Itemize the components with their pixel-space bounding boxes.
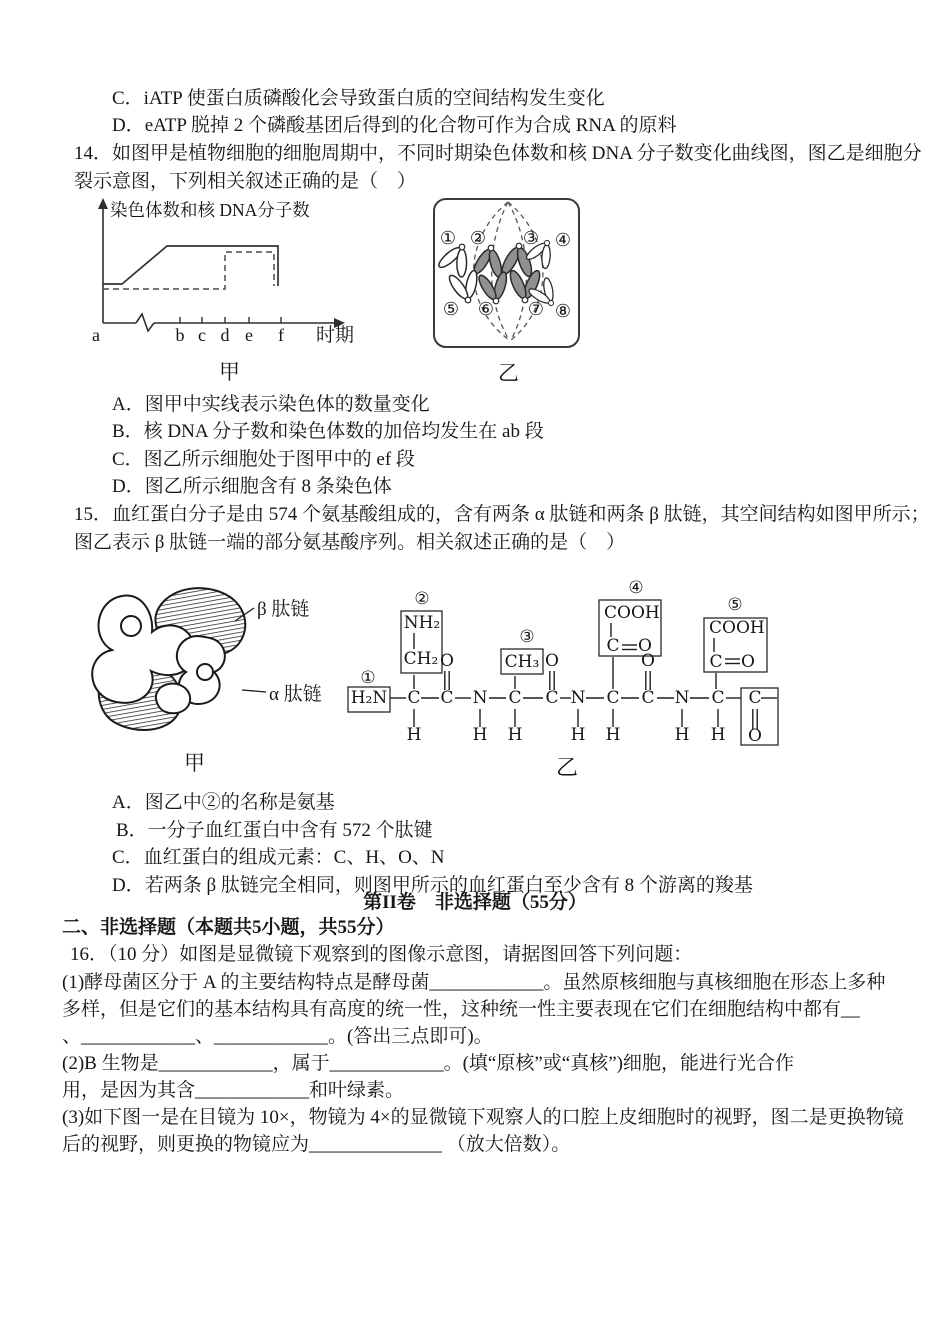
marker-1: ① [360,668,376,688]
q15-option-b: B．一分子血红蛋白中含有 572 个肽键 [116,820,433,841]
tick-b: b [175,325,185,345]
marker-5: ⑤ [727,595,743,615]
nh2-group: NH₂ [403,613,441,633]
side-chain-groups [404,603,765,672]
graph-y-label: 染色体数和核 DNA分子数 [110,200,310,220]
q16-part3-line1: (3)如下图一是在目镜为 10×，物镜为 4×的显微镜下观察人的口腔上皮细胞时的视野，图二是更换物镜 [62,1107,904,1128]
svg-text:H: H [605,725,621,745]
q15-option-a: A．图乙中②的名称是氨基 [112,792,335,813]
chromosome-label-1: ① [439,228,457,249]
ch2-group: CH₂ [403,649,439,669]
tick-e: e [245,325,253,345]
chromosome-label-7: ⑦ [527,299,545,320]
q15-stem-line2: 图乙表示 β 肽链一端的部分氨基酸序列。相关叙述正确的是（ ） [74,532,626,553]
svg-text:C: C [748,688,762,708]
q14-option-a: A．图甲中实线表示染色体的数量变化 [112,394,430,415]
tick-d: d [220,325,230,345]
q14-option-c: C．图乙所示细胞处于图甲中的 ef 段 [112,449,415,470]
q15-figure-jia-protein [92,583,327,751]
section-2-subheader: 二、非选择题（本题共5小题，共55分） [62,917,395,938]
alpha-chain-label: α 肽链 [269,684,322,705]
q14-option-d: D．图乙所示细胞含有 8 条染色体 [112,476,392,497]
chromosome-label-2: ② [469,228,487,249]
q16-part2-line1: (2)B 生物是____________，属于____________。(填“原核”或“真核”)细胞，能进行光合作 [62,1053,794,1074]
svg-text:C: C [545,688,559,708]
svg-text:O: O [638,636,652,656]
svg-text:O: O [545,651,559,671]
section-2-header: 第II卷 非选择题（55分） [363,892,587,913]
svg-text:H: H [710,725,726,745]
chromosome-label-4: ④ [554,230,572,251]
axis-break [136,314,154,331]
q14-figure-yi-cell [428,194,588,356]
side-chain-bonds [414,623,777,729]
q15-option-d: D．若两条 β 肽链完全相同，则图甲所示的血红蛋白至少含有 8 个游离的羧基 [112,875,753,896]
svg-text:H: H [570,725,586,745]
q14-stem-line2: 裂示意图，下列相关叙述正确的是（ ） [74,171,417,192]
svg-text:C: C [606,688,620,708]
cooh-group-4: COOH [604,603,660,623]
svg-text:O: O [440,651,454,671]
chromosome-label-3: ③ [522,228,540,249]
marker-4: ④ [628,578,644,598]
q16-part1-line2: 多样，但是它们的基本结构具有高度的统一性，这种统一性主要表现在它们在细胞结构中都有__ [62,999,861,1020]
svg-text:O: O [641,651,655,671]
svg-text:H: H [674,725,690,745]
group-markers [360,578,742,688]
graph-x-label: 时期 [316,325,355,346]
hydrogen-bonds [414,709,718,727]
svg-text:H: H [472,725,488,745]
svg-text:H: H [406,725,422,745]
svg-text:N: N [570,688,586,708]
marker-2: ② [414,589,430,609]
q14-caption-yi: 乙 [498,361,519,385]
svg-text:O: O [741,652,755,672]
q14-stem-line1: 14．如图甲是植物细胞的细胞周期中，不同时期染色体数和核 DNA 分子数变化曲线图，图乙是细胞分 [74,143,922,164]
q14-caption-jia: 甲 [219,360,240,384]
option-13d: D．eATP 脱掉 2 个磷酸基团后得到的化合物可作为合成 RNA 的原料 [112,115,677,136]
chromosome-count-dashed-curve [103,252,274,289]
svg-text:C: C [641,688,655,708]
q15-caption-yi: 乙 [556,755,579,780]
svg-text:O: O [748,726,762,746]
hydrogen-atoms [407,725,726,745]
svg-text:C: C [407,688,421,708]
q15-caption-jia: 甲 [184,751,205,775]
q16-part3-line2: 后的视野，则更换的物镜应为______________ （放大倍数）。 [62,1134,571,1155]
chromosome-label-6: ⑥ [477,299,495,320]
y-axis [98,198,108,323]
beta-chain-label: β 肽链 [257,599,310,620]
ch3-group: CH₃ [504,652,540,672]
cooh-group-5: COOH [709,618,765,638]
q14-option-b: B．核 DNA 分子数和染色体数的加倍均发生在 ab 段 [112,421,544,442]
svg-text:C: C [606,636,620,656]
q15-figure-yi-peptide [340,574,800,764]
tick-a: a [92,325,100,345]
option-13c: C．iATP 使蛋白质磷酸化会导致蛋白质的空间结构发生变化 [112,88,605,109]
q16-stem: 16．（10 分）如图是显微镜下观察到的图像示意图，请据图回答下列问题： [70,944,693,965]
svg-text:C: C [709,652,723,672]
svg-text:N: N [472,688,488,708]
svg-text:H: H [507,725,523,745]
chromosome-label-5: ⑤ [442,299,460,320]
q14-figure-jia-graph [85,196,377,354]
amino-terminus: H₂N [350,688,388,708]
svg-text:C: C [508,688,522,708]
svg-text:N: N [674,688,690,708]
marker-3: ③ [519,627,535,647]
chromosome-label-8: ⑧ [554,301,572,322]
q16-part2-line2: 用，是因为其含____________和叶绿素。 [62,1080,405,1101]
svg-text:C: C [711,688,725,708]
q15-option-c: C．血红蛋白的组成元素：C、H、O、N [112,847,445,868]
alpha-leader-line [242,690,266,692]
q16-part1-line1: (1)酵母菌区分于 A 的主要结构特点是酵母菌____________。虽然原核细胞与真核细胞在形态上多种 [62,972,886,993]
tick-c: c [198,325,206,345]
y-axis-arrow [98,198,108,209]
q16-part1-line3: 、____________、____________。(答出三点即可)。 [62,1026,493,1047]
protein-tangle [92,588,245,730]
q15-stem-line1: 15．血红蛋白分子是由 574 个氨基酸组成的，含有两条 α 肽链和两条 β 肽链，其空间结构如图甲所示； [74,504,930,525]
tick-f: f [278,325,284,345]
svg-text:C: C [440,688,454,708]
